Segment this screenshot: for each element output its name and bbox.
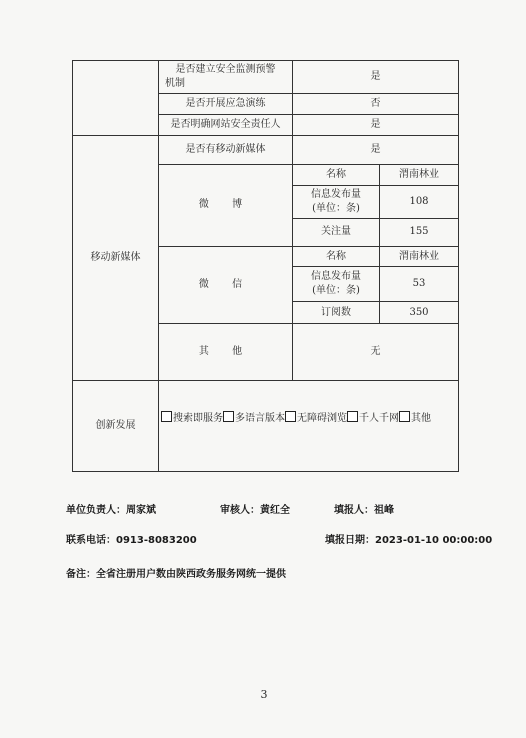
report-table (72, 60, 459, 472)
footnote: 备注：全省注册用户数由陕西政务服务网统一提供 (66, 569, 286, 580)
option-label: 多语言版本 (235, 413, 285, 425)
question-cell: 是否明确网站安全责任人 (159, 114, 293, 135)
checkbox[interactable] (347, 411, 358, 422)
option-label: 搜索即服务 (173, 413, 223, 425)
answer-cell: 否 (293, 93, 459, 114)
weibo-label: 微 博 (159, 164, 293, 246)
other-value: 无 (293, 324, 459, 381)
table-row (73, 136, 459, 164)
weibo-posts-label: 信息发布量 (单位：条) (293, 186, 380, 219)
weibo-followers-label: 关注量 (293, 218, 380, 246)
table-row (73, 381, 459, 472)
contact-phone: 联系电话：0913-8083200 (66, 535, 197, 546)
checkbox[interactable] (223, 411, 234, 422)
reviewer: 审核人：黄红全 (220, 505, 290, 516)
wechat-name-label: 名称 (293, 247, 380, 267)
table-row (73, 61, 459, 94)
option-label: 千人千网 (359, 413, 399, 425)
wechat-label: 微 信 (159, 247, 293, 324)
wechat-posts-value: 53 (380, 267, 459, 302)
option-label: 其他 (411, 413, 431, 425)
weibo-name-label: 名称 (293, 164, 380, 185)
weibo-name-value: 渭南林业 (380, 164, 459, 185)
section-label-mobile-media: 移动新媒体 (73, 136, 159, 381)
checkbox[interactable] (285, 411, 296, 422)
innovation-label: 创新发展 (73, 381, 159, 472)
answer-cell: 是 (293, 114, 459, 135)
checkbox[interactable] (399, 411, 410, 422)
filler: 填报人：祖峰 (334, 505, 394, 516)
weibo-posts-value: 108 (380, 186, 459, 219)
wechat-subs-label: 订阅数 (293, 302, 380, 324)
unit-head: 单位负责人：周家斌 (66, 505, 156, 516)
question-cell: 是否建立安全监测预警 机制 (159, 61, 293, 94)
wechat-name-value: 渭南林业 (380, 247, 459, 267)
question-cell: 是否有移动新媒体 (159, 136, 293, 164)
option-label: 无障碍浏览 (297, 413, 347, 425)
innovation-options (159, 381, 459, 472)
page-number: 3 (260, 688, 268, 701)
wechat-subs-value: 350 (380, 302, 459, 324)
question-cell: 是否开展应急演练 (159, 93, 293, 114)
answer-cell: 是 (293, 61, 459, 94)
answer-cell: 是 (293, 136, 459, 164)
fill-date: 填报日期：2023-01-10 00:00:00 (325, 535, 493, 546)
checkbox[interactable] (161, 411, 172, 422)
weibo-followers-value: 155 (380, 218, 459, 246)
other-label: 其 他 (159, 324, 293, 381)
wechat-posts-label: 信息发布量 (单位：条) (293, 267, 380, 302)
empty-cell (73, 61, 159, 136)
